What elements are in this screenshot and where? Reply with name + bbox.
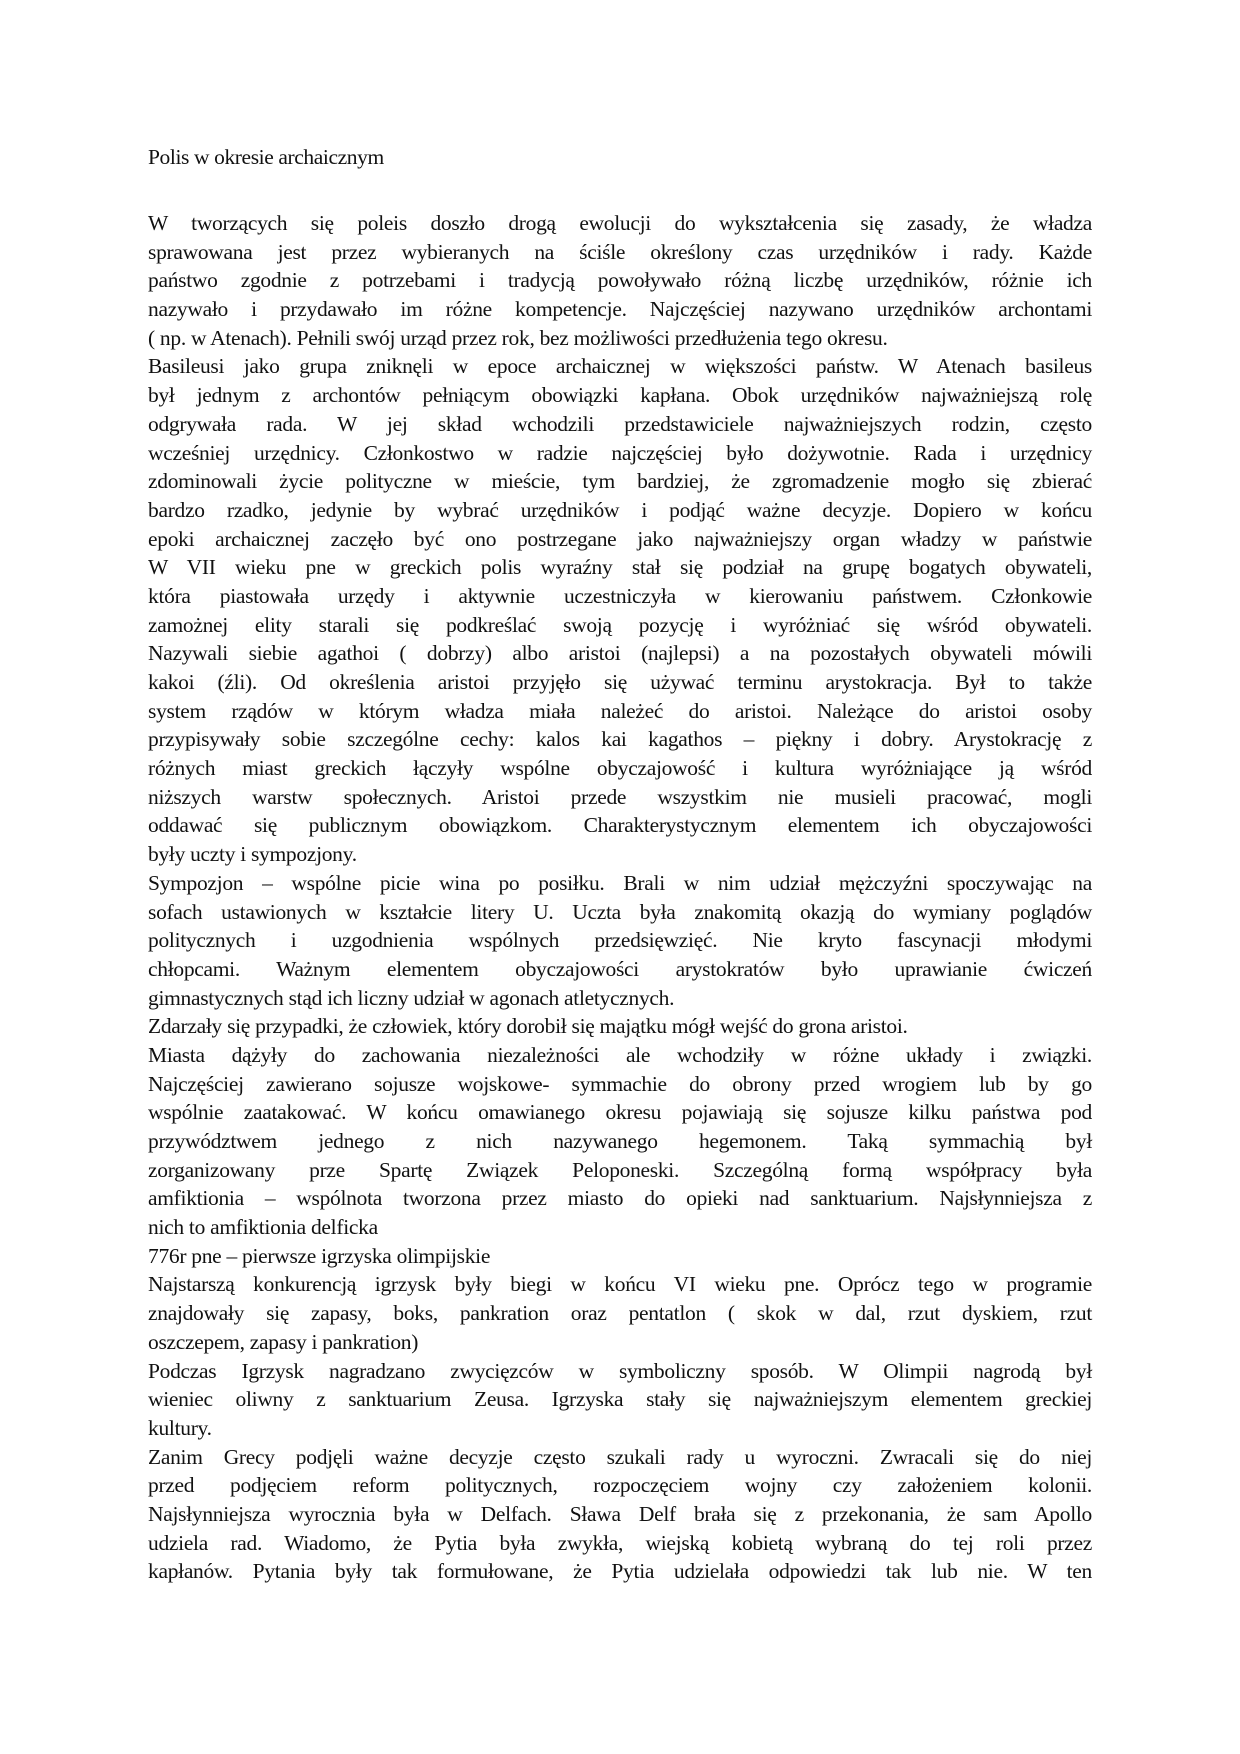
text-line: epoki archaicznej zaczęło być ono postrzegane jako najważniejszy organ władzy w państwie <box>148 526 1092 551</box>
text-line: kakoi (źli). Od określenia aristoi przyjęło się używać terminu arystokracja. Był to także <box>148 670 1092 694</box>
text-line: znajdowały się zapasy, boks, pankration oraz pentatlon ( skok w dal, rzut dyskiem, rzut <box>148 1301 1092 1326</box>
text-line: W VII wieku pne w greckich polis wyraźny stał się podział na grupę bogatych obywateli, <box>148 555 1092 580</box>
document-title: Polis w okresie archaicznym <box>148 145 384 169</box>
text-line: kapłanów. Pytania były tak formułowane, że Pytia udzielała odpowiedzi tak lub nie. W ten <box>148 1559 1092 1584</box>
text-line: chłopcami. Ważnym elementem obyczajowości arystokratów było uprawianie ćwiczeń <box>148 956 1092 981</box>
text-line: system rządów w którym władza miała należeć do aristoi. Należące do aristoi osoby <box>148 698 1092 723</box>
text-line: sofach ustawionych w kształcie litery U. Uczta była znakomitą okazją do wymiany poglądów <box>148 899 1092 924</box>
document-body <box>148 209 1092 1586</box>
text-line: oddawać się publicznym obowiązkom. Charakterystycznym elementem ich obyczajowości <box>148 813 1092 838</box>
text-line: Zanim Grecy podjęli ważne decyzje często szukali rady u wyroczni. Zwracali się do niej <box>148 1444 1092 1469</box>
text-line: wspólnie zaatakować. W końcu omawianego okresu pojawiają się sojusze kilku państwa pod <box>148 1100 1092 1125</box>
text-line: nazywało i przydawało im różne kompetencje. Najczęściej nazywano urzędników archontami <box>148 297 1092 322</box>
text-line: były uczty i sympozjony. <box>148 842 357 867</box>
text-line: odgrywała rada. W jej skład wchodzili przedstawiciele najważniejszych rodzin, często <box>148 411 1092 436</box>
text-line: która piastowała urzędy i aktywnie uczestniczyła w kierowaniu państwem. Członkowie <box>148 583 1092 608</box>
text-line: Nazywali siebie agathoi ( dobrzy) albo aristoi (najlepsi) a na pozostałych obywateli mówili <box>148 641 1092 666</box>
text-line: kultury. <box>148 1415 212 1440</box>
text-line: był jednym z archontów pełniącym obowiązki kapłana. Obok urzędników najważniejszą rolę <box>148 383 1092 408</box>
text-line: bardzo rzadko, jedynie by wybrać urzędników i podjąć ważne decyzje. Dopiero w końcu <box>148 497 1092 522</box>
text-line: zdominowali życie polityczne w mieście, tym bardziej, że zgromadzenie mogło się zbierać <box>148 469 1092 494</box>
text-line: oszczepem, zapasy i pankration) <box>148 1329 419 1354</box>
text-line: nich to amfiktionia delficka <box>148 1215 378 1240</box>
text-line: wcześniej urzędnicy. Członkostwo w radzie najczęściej było dożywotnie. Rada i urzędnicy <box>148 440 1092 465</box>
text-line: Basileusi jako grupa zniknęli w epoce archaicznej w większości państw. W Atenach basileus <box>148 354 1092 379</box>
text-line: ( np. w Atenach). Pełnili swój urząd przez rok, bez możliwości przedłużenia tego okresu. <box>148 325 888 350</box>
text-line: W tworzących się poleis doszło drogą ewolucji do wykształcenia się zasady, że władza <box>148 211 1092 235</box>
text-line: Najczęściej zawierano sojusze wojskowe- symmachie do obrony przed wrogiem lub by go <box>148 1071 1092 1096</box>
text-line: Najsłynniejsza wyrocznia była w Delfach. Sława Delf brała się z przekonania, że sam Apollo <box>148 1501 1092 1526</box>
text-line: zorganizowany prze Spartę Związek Peloponeski. Szczególną formą współpracy była <box>148 1157 1092 1182</box>
text-line: przywództwem jednego z nich nazywanego hegemonem. Taką symmachią był <box>148 1129 1092 1153</box>
text-line: sprawowana jest przez wybieranych na ściśle określony czas urzędników i rady. Każde <box>148 239 1092 264</box>
text-line: gimnastycznych stąd ich liczny udział w agonach atletycznych. <box>148 985 675 1010</box>
text-line: zamożnej elity starali się podkreślać swoją pozycję i wyróżniać się wśród obywateli. <box>148 612 1092 637</box>
document-page <box>148 143 1092 1586</box>
text-line: przed podjęciem reform politycznych, rozpoczęciem wojny czy założeniem kolonii. <box>148 1473 1092 1498</box>
text-line: Podczas Igrzysk nagradzano zwycięzców w symboliczny sposób. W Olimpii nagrodą był <box>148 1358 1092 1383</box>
text-line: różnych miast greckich łączyły wspólne obyczajowość i kultura wyróżniające ją wśród <box>148 756 1092 781</box>
text-line: Zdarzały się przypadki, że człowiek, który dorobił się majątku mógł wejść do grona aristoi. <box>148 1014 908 1039</box>
text-line: Miasta dążyły do zachowania niezależności ale wchodziły w różne układy i związki. <box>148 1042 1092 1067</box>
text-line: wieniec oliwny z sanktuarium Zeusa. Igrzyska stały się najważniejszym elementem greckiej <box>148 1387 1092 1412</box>
text-line: udziela rad. Wiadomo, że Pytia była zwykła, wiejską kobietą wybraną do tej roli przez <box>148 1530 1092 1555</box>
text-line: przypisywały sobie szczególne cechy: kalos kai kagathos – piękny i dobry. Arystokrację z <box>148 727 1092 752</box>
text-line: niższych warstw społecznych. Aristoi przede wszystkim nie musieli pracować, mogli <box>148 784 1092 809</box>
text-line: amfiktionia – wspólnota tworzona przez miasto do opieki nad sanktuarium. Najsłynniejsza z <box>148 1186 1092 1211</box>
text-line: Sympozjon – wspólne picie wina po posiłku. Brali w nim udział mężczyźni spoczywając na <box>148 870 1092 895</box>
text-line: państwo zgodnie z potrzebami i tradycją powoływało różną liczbę urzędników, różnie ich <box>148 268 1092 293</box>
text-line: 776r pne – pierwsze igrzyska olimpijskie <box>148 1243 491 1268</box>
text-line: politycznych i uzgodnienia wspólnych przedsięwzięć. Nie kryto fascynacji młodymi <box>148 928 1092 953</box>
text-line: Najstarszą konkurencją igrzysk były biegi w końcu VI wieku pne. Oprócz tego w programie <box>148 1272 1092 1297</box>
